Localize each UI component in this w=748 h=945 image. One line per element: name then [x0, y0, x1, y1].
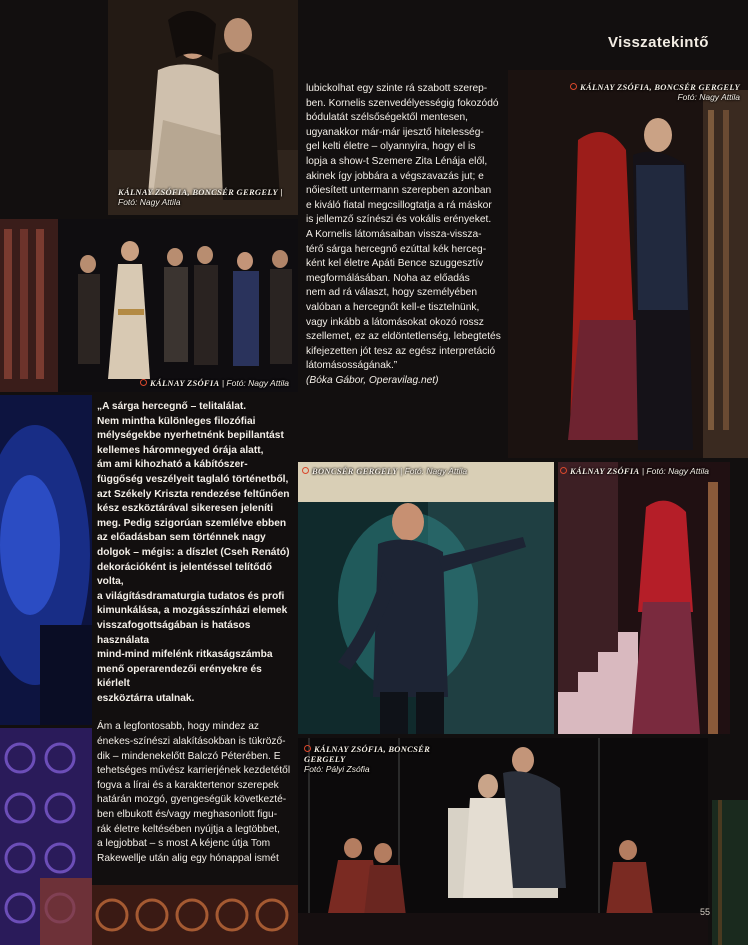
page-number: 55 [700, 907, 711, 917]
caption-names: KÁLNAY ZSÓFIA, BONCSÉR GERGELY [118, 187, 278, 197]
photo-ornament-left [0, 728, 92, 945]
article-column-bottom [97, 400, 297, 866]
caption-credit: | Fotó: Nagy Attila [118, 187, 283, 207]
caption-names: KÁLNAY ZSÓFIA, BONCSÉR GERGELY [580, 82, 740, 92]
article-line: A Kornelis látomásaiban vissza-vissza- [306, 228, 482, 240]
article-line: vagy inkább a látomásokat okozó rossz [306, 316, 484, 328]
article-line: meg. Pedig szigorúan szemlélve ebben [97, 517, 287, 529]
article-line: is jellemző színészi és vokális erényeket. [306, 214, 492, 226]
photo-red-veil-caption [520, 82, 740, 102]
caption-names: KÁLNAY ZSÓFIA [570, 466, 640, 476]
article-line: rák életre keltésében nyújtja a legtöbbet, [97, 823, 280, 835]
article-line: valóban a hercegnőt kell-e tisztelnünk, [306, 301, 480, 313]
caption-names: KÁLNAY ZSÓFIA [150, 378, 220, 388]
article-line: nem ad rá választ, hogy személyében [306, 287, 478, 299]
article-line: „A sárga hercegnő – telitalálat. [97, 401, 247, 412]
caption-credit: | Fotó: Nagy Attila [641, 466, 709, 476]
caption-ring-icon [570, 83, 577, 90]
article-line: Nem mintha különleges filozófiai [97, 415, 256, 427]
photo-armchair-caption [304, 744, 454, 774]
article-body [97, 720, 297, 866]
caption-credit: Fotó: Pályi Zsófia [304, 764, 370, 774]
section-title: Visszatekintő [608, 34, 709, 51]
article-line: kész eszköztárával sikeresen jeleníti [97, 503, 274, 515]
article-line: a világításdramaturgia tudatos és profi [97, 590, 285, 602]
caption-credit: Fotó: Nagy Attila [677, 92, 740, 102]
article-line: függőség veszélyeit taglaló történetből, [97, 473, 289, 485]
caption-names: BONCSÉR GERGELY [312, 466, 398, 476]
caption-ring-icon [140, 379, 147, 386]
photo-ornament-left-image [0, 728, 92, 945]
article-line: határán mozgó, gyengeségük következté- [97, 794, 287, 806]
photo-ornament-bottom [92, 885, 298, 945]
article-line: menő operarendezői erényekre és kiérlelt [97, 663, 262, 690]
article-line: bódulatát szélsőségektől mentesen, [306, 112, 468, 124]
article-line: látomásosságának.” [306, 360, 398, 372]
article-column-top [306, 82, 506, 388]
article-line: mélységekbe nyerhetnénk bepillantást [97, 430, 284, 442]
caption-credit: | Fotó: Nagy Attila [400, 466, 468, 476]
article-line: mind-mind mifelénk ritkaságszámba [97, 649, 273, 661]
photo-embrace [108, 0, 298, 215]
photo-ensemble-image [0, 219, 298, 392]
article-line: szellemet, ez az eldöntetlenség, lebegtetés [306, 331, 501, 343]
photo-ornament-bottom-image [92, 885, 298, 945]
article-line: ben. Kornelis szenvedélyességig fokozódó [306, 97, 499, 109]
photo-ornament-right-image [712, 800, 748, 945]
article-line: énekes-színészi alakításokban is tükröző- [97, 736, 286, 748]
photo-stairs-caption [560, 466, 730, 476]
article-line: nőiesített untermann szerepben azonban [306, 185, 492, 197]
article-line: tehetséges művész karrierjének kezdetétől [97, 765, 291, 777]
article-line: eszköztárra utalnak. [97, 692, 195, 704]
article-line: Ám a legfontosabb, hogy mindez az [97, 721, 259, 733]
photo-ensemble-caption [140, 378, 298, 388]
article-line: megformálásában. Noha az előadás [306, 272, 470, 284]
photo-singer-caption [302, 466, 532, 476]
article-line: akinek így jobbára a végszavazás jut; e [306, 170, 484, 182]
photo-embrace-caption [118, 187, 288, 207]
article-line: kifejezetten jót tesz az egész interpretáció [306, 345, 496, 357]
photo-blue-stage-image [0, 395, 92, 725]
article-line: ugyanakkor már-már ijesztő hitelesség- [306, 126, 484, 138]
article-line: Rakewellje után alig egy hónappal ismét [97, 852, 279, 864]
photo-singer [298, 462, 554, 734]
article-line: ben elbukott és/vagy meghasonlott figu- [97, 809, 278, 821]
photo-embrace-image [108, 0, 298, 215]
photo-armchair [298, 738, 711, 945]
photo-stairs [558, 462, 730, 734]
photo-singer-image [298, 462, 554, 734]
caption-names: KÁLNAY ZSÓFIA, BONCSÉR GERGELY [304, 744, 431, 764]
photo-ensemble [0, 219, 298, 392]
photo-red-veil [508, 70, 748, 458]
article-line: e kiváló fiatal megcsillogtatja a rá máskor [306, 199, 492, 211]
article-line: gel kelti életre – olyannyira, hogy el is [306, 141, 476, 153]
article-line: a legjobbat – s most A kéjenc útja Tom [97, 838, 271, 850]
photo-stairs-image [558, 462, 730, 734]
article-line: lubickolhat egy szinte rá szabott szerep- [306, 83, 488, 94]
article-line: visszafogottságában is hatásos használata [97, 619, 251, 646]
caption-ring-icon [302, 467, 309, 474]
article-line: dik – mindenekelőtt Balczó Péterében. E [97, 750, 281, 762]
article-line: kellemes háromnegyed órája alatt, [97, 444, 264, 456]
photo-red-veil-image [508, 70, 748, 458]
article-line: dekorációként is jelentéssel telítődő volta, [97, 561, 272, 588]
article-line: az előadásban sem történnek nagy [97, 532, 266, 544]
article-line: kimunkálása, a mozgásszínházi elemek [97, 605, 288, 617]
photo-ornament-right [712, 800, 748, 945]
article-line: fogva a lírai és a karakterteno​r szerepek [97, 779, 279, 791]
photo-blue-stage [0, 395, 92, 725]
article-signature: (Bóka Gábor, Operavilag.net) [306, 374, 439, 386]
article-line: azt Székely Kriszta rendezése feltűnően [97, 488, 290, 500]
article-line: dolgok – mégis: a díszlet (Cseh Renátó) [97, 546, 290, 558]
article-line: térő sárga hercegnő ezúttal kék herceg- [306, 243, 487, 255]
article-line: lopja a show-t Szemere Zita Lénája elől, [306, 155, 488, 167]
article-line: ként kel életre Apáti Bence szuggesztív [306, 258, 484, 270]
caption-credit: | Fotó: Nagy Attila [221, 378, 289, 388]
article-lead [97, 400, 297, 706]
caption-ring-icon [560, 467, 567, 474]
caption-ring-icon [304, 745, 311, 752]
article-line: ám ami kihozható a kábítószer- [97, 459, 248, 471]
